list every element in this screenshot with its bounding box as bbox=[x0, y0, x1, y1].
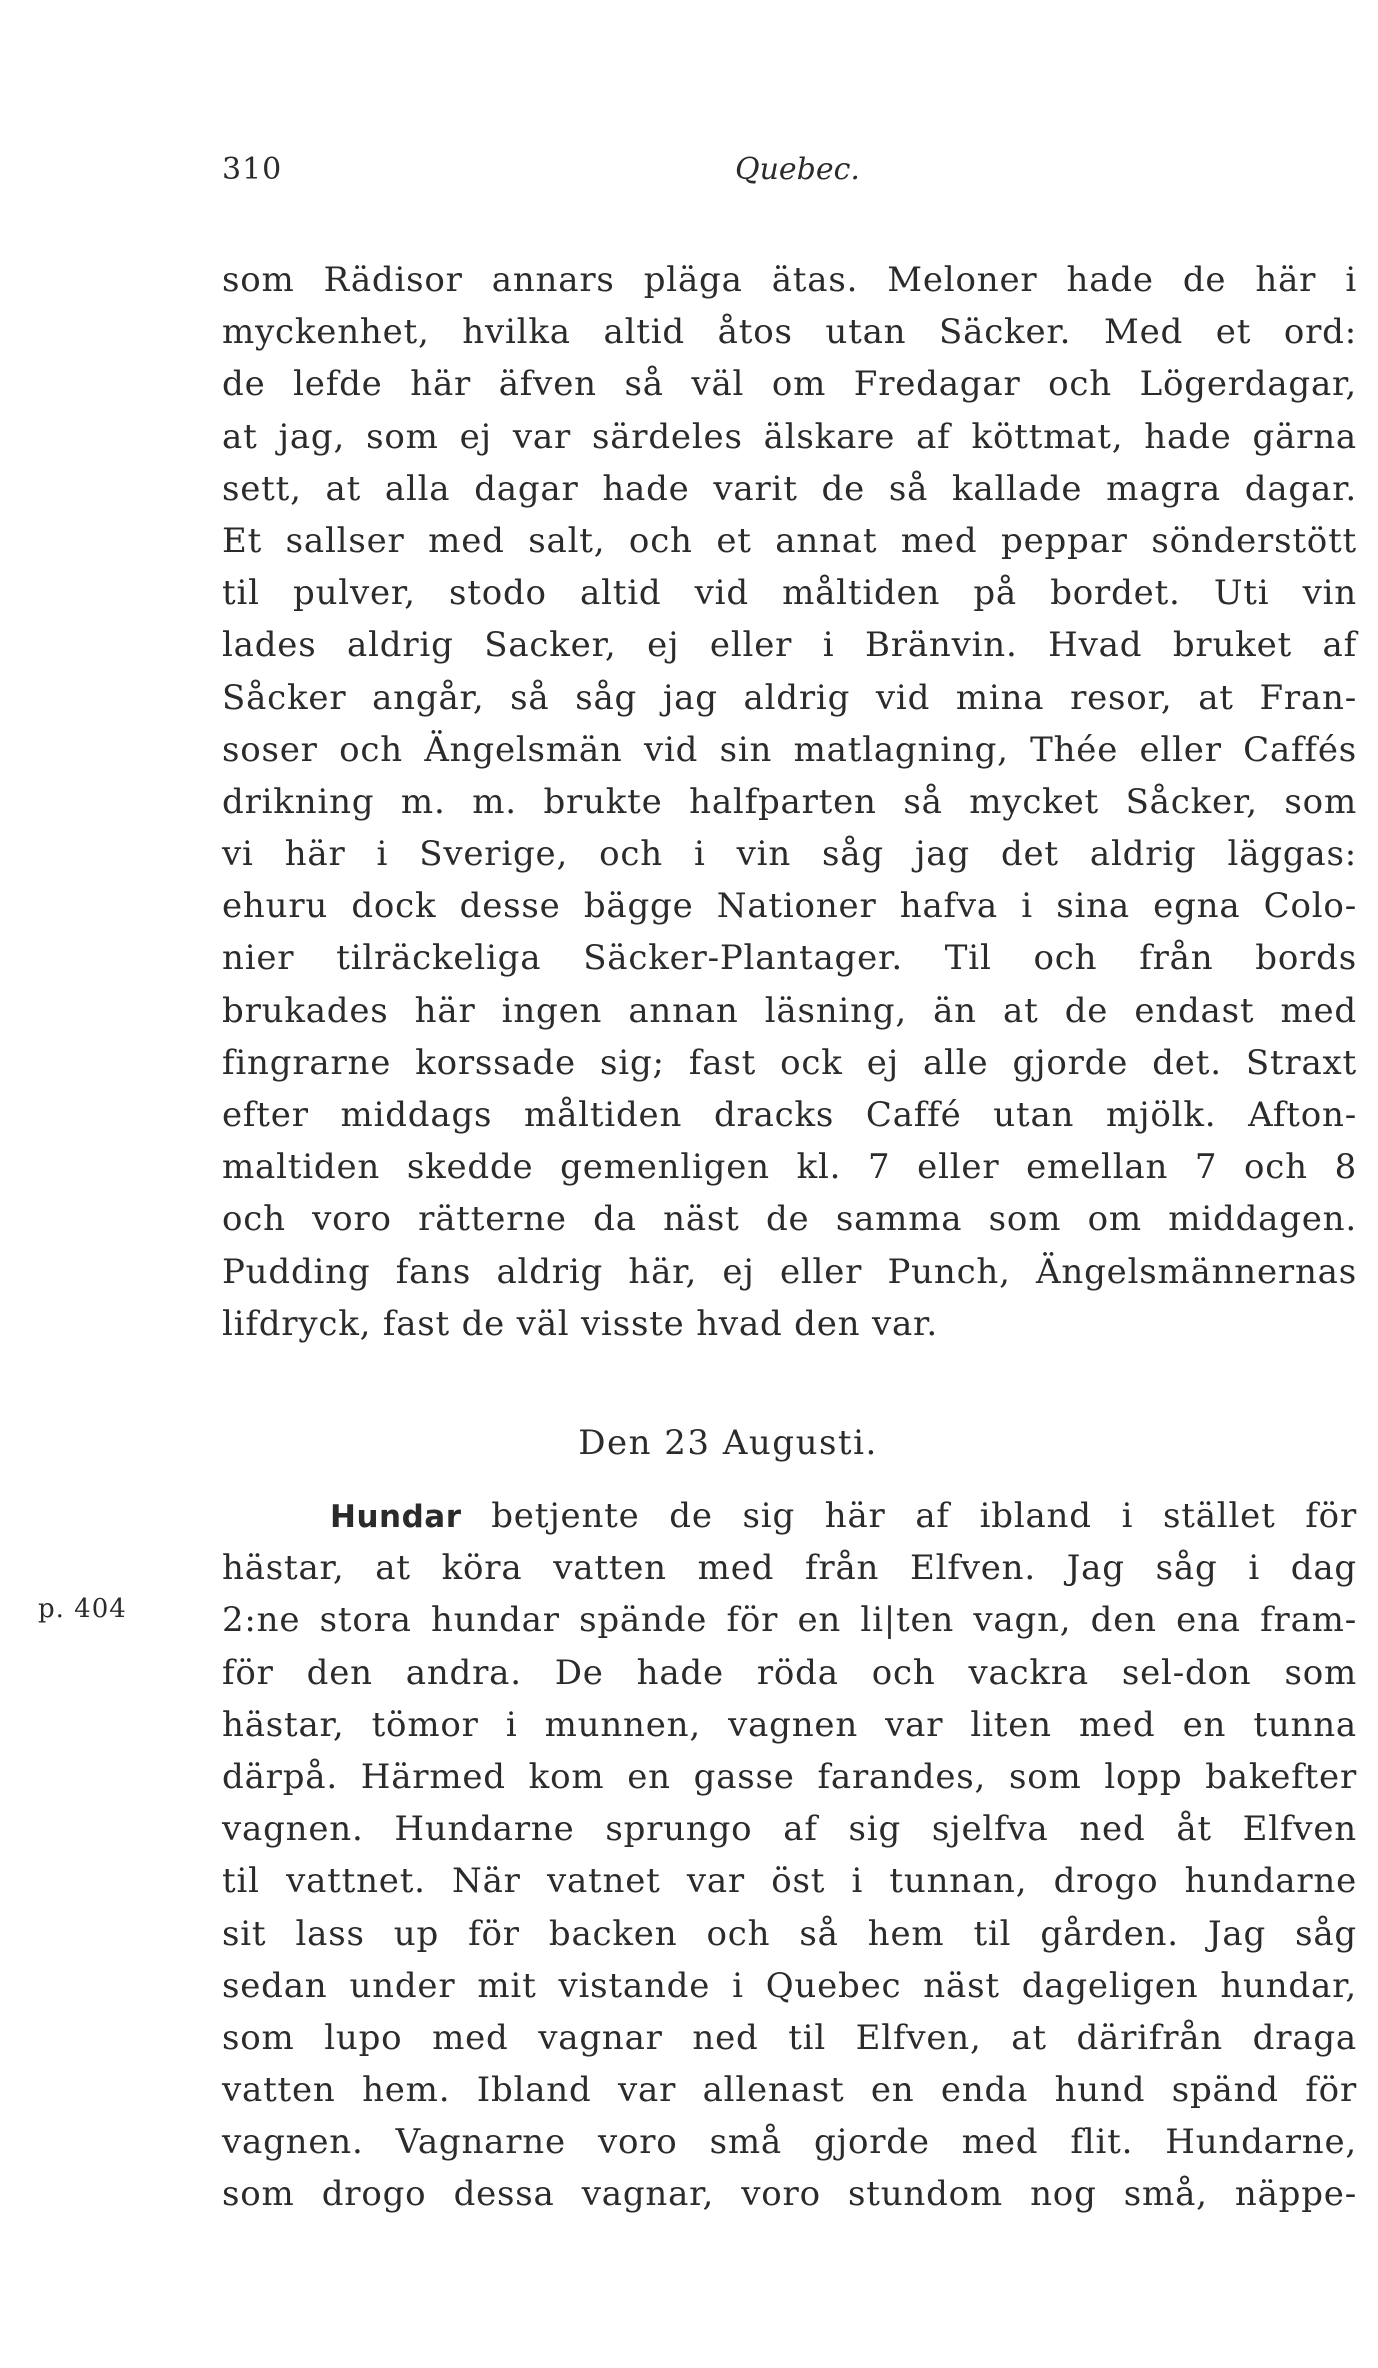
text-line: myckenhet, hvilka altid åtos utan Säcker. Med et ord: bbox=[222, 312, 1357, 353]
text-line: fingrarne korssade sig; fast ock ej alle gjorde det. Straxt bbox=[222, 1042, 1357, 1083]
text-line: vatten hem. Ibland var allenast en enda hund spänd för bbox=[222, 2070, 1357, 2111]
date-heading: Den 23 Augusti. bbox=[578, 1423, 878, 1463]
text-line: 2:ne stora hundar spände för en li|ten vagn, den ena fram- bbox=[222, 1600, 1357, 1641]
text-line: och voro rätterne da näst de samma som om middagen. bbox=[222, 1199, 1357, 1240]
text-line: drikning m. m. brukte halfparten så mycket Såcker, som bbox=[222, 781, 1357, 822]
text-line: til vattnet. När vatnet var öst i tunnan, drogo hundarne bbox=[222, 1861, 1357, 1902]
text-line: lades aldrig Sacker, ej eller i Bränvin. Hvad bruket af bbox=[222, 625, 1357, 666]
text-line: Pudding fans aldrig här, ej eller Punch, Ängelsmännernas bbox=[222, 1251, 1357, 1292]
text-line: vagnen. Vagnarne voro små gjorde med flit. Hundarne, bbox=[222, 2122, 1357, 2163]
text-line: til pulver, stodo altid vid måltiden på bordet. Uti vin bbox=[222, 573, 1357, 614]
text-line: för den andra. De hade röda och vackra sel-don som bbox=[222, 1652, 1357, 1693]
text-line: sett, at alla dagar hade varit de så kallade magra dagar. bbox=[222, 468, 1357, 509]
text-line: soser och Ängelsmän vid sin matlagning, Thée eller Caffés bbox=[222, 729, 1357, 770]
text-line: at jag, som ej var särdeles älskare af köttmat, hade gärna bbox=[222, 416, 1357, 457]
running-head: Quebec. bbox=[735, 152, 860, 187]
text-line: efter middags måltiden dracks Caffé utan mjölk. Afton- bbox=[222, 1095, 1357, 1135]
text-line: sedan under mit vistande i Quebec näst dageligen hundar, bbox=[222, 1965, 1357, 2006]
paragraph-2 bbox=[222, 1490, 1357, 2221]
lead-word: Hundar bbox=[330, 1499, 462, 1535]
text-line: brukades här ingen annan läsning, än at de endast med bbox=[222, 990, 1357, 1031]
text-line: de lefde här äfven så väl om Fredagar och Lögerdagar, bbox=[222, 364, 1357, 405]
page-number: 310 bbox=[222, 152, 283, 187]
text-line: lifdryck, fast de väl visste hvad den var. bbox=[222, 1303, 938, 1344]
text-line: därpå. Härmed kom en gasse farandes, som lopp bakefter bbox=[222, 1756, 1357, 1797]
paragraph-1 bbox=[222, 254, 1357, 1350]
text-line-first bbox=[222, 1490, 1357, 1542]
text-line: vi här i Sverige, och i vin såg jag det aldrig läggas: bbox=[222, 834, 1357, 875]
text-line: sit lass up för backen och så hem til gården. Jag såg bbox=[222, 1913, 1357, 1954]
text-line: som Rädisor annars pläga ätas. Meloner hade de här i bbox=[222, 260, 1357, 300]
text-line: Såcker angår, så såg jag aldrig vid mina resor, at Fran- bbox=[222, 677, 1357, 718]
first-line-rest: betjente de sig här af ibland i stället för bbox=[461, 1496, 1357, 1536]
text-line: som lupo med vagnar ned til Elfven, at därifrån draga bbox=[222, 2017, 1357, 2058]
text-line: Et sallser med salt, och et annat med peppar sönderstött bbox=[222, 520, 1357, 561]
text-line: maltiden skedde gemenligen kl. 7 eller emellan 7 och 8 bbox=[222, 1147, 1357, 1188]
text-line: ehuru dock desse bägge Nationer hafva i sina egna Colo- bbox=[222, 886, 1357, 927]
text-line: som drogo dessa vagnar, voro stundom nog små, näppe- bbox=[222, 2174, 1357, 2215]
text-line: hästar, tömor i munnen, vagnen var liten med en tunna bbox=[222, 1704, 1357, 1745]
text-line: vagnen. Hundarne sprungo af sig sjelfva ned åt Elfven bbox=[222, 1809, 1357, 1850]
text-line: nier tilräckeliga Säcker-Plantager. Til och från bords bbox=[222, 938, 1357, 979]
text-line: hästar, at köra vatten med från Elfven. Jag såg i dag bbox=[222, 1548, 1357, 1589]
margin-page-reference: p. 404 bbox=[38, 1594, 127, 1624]
